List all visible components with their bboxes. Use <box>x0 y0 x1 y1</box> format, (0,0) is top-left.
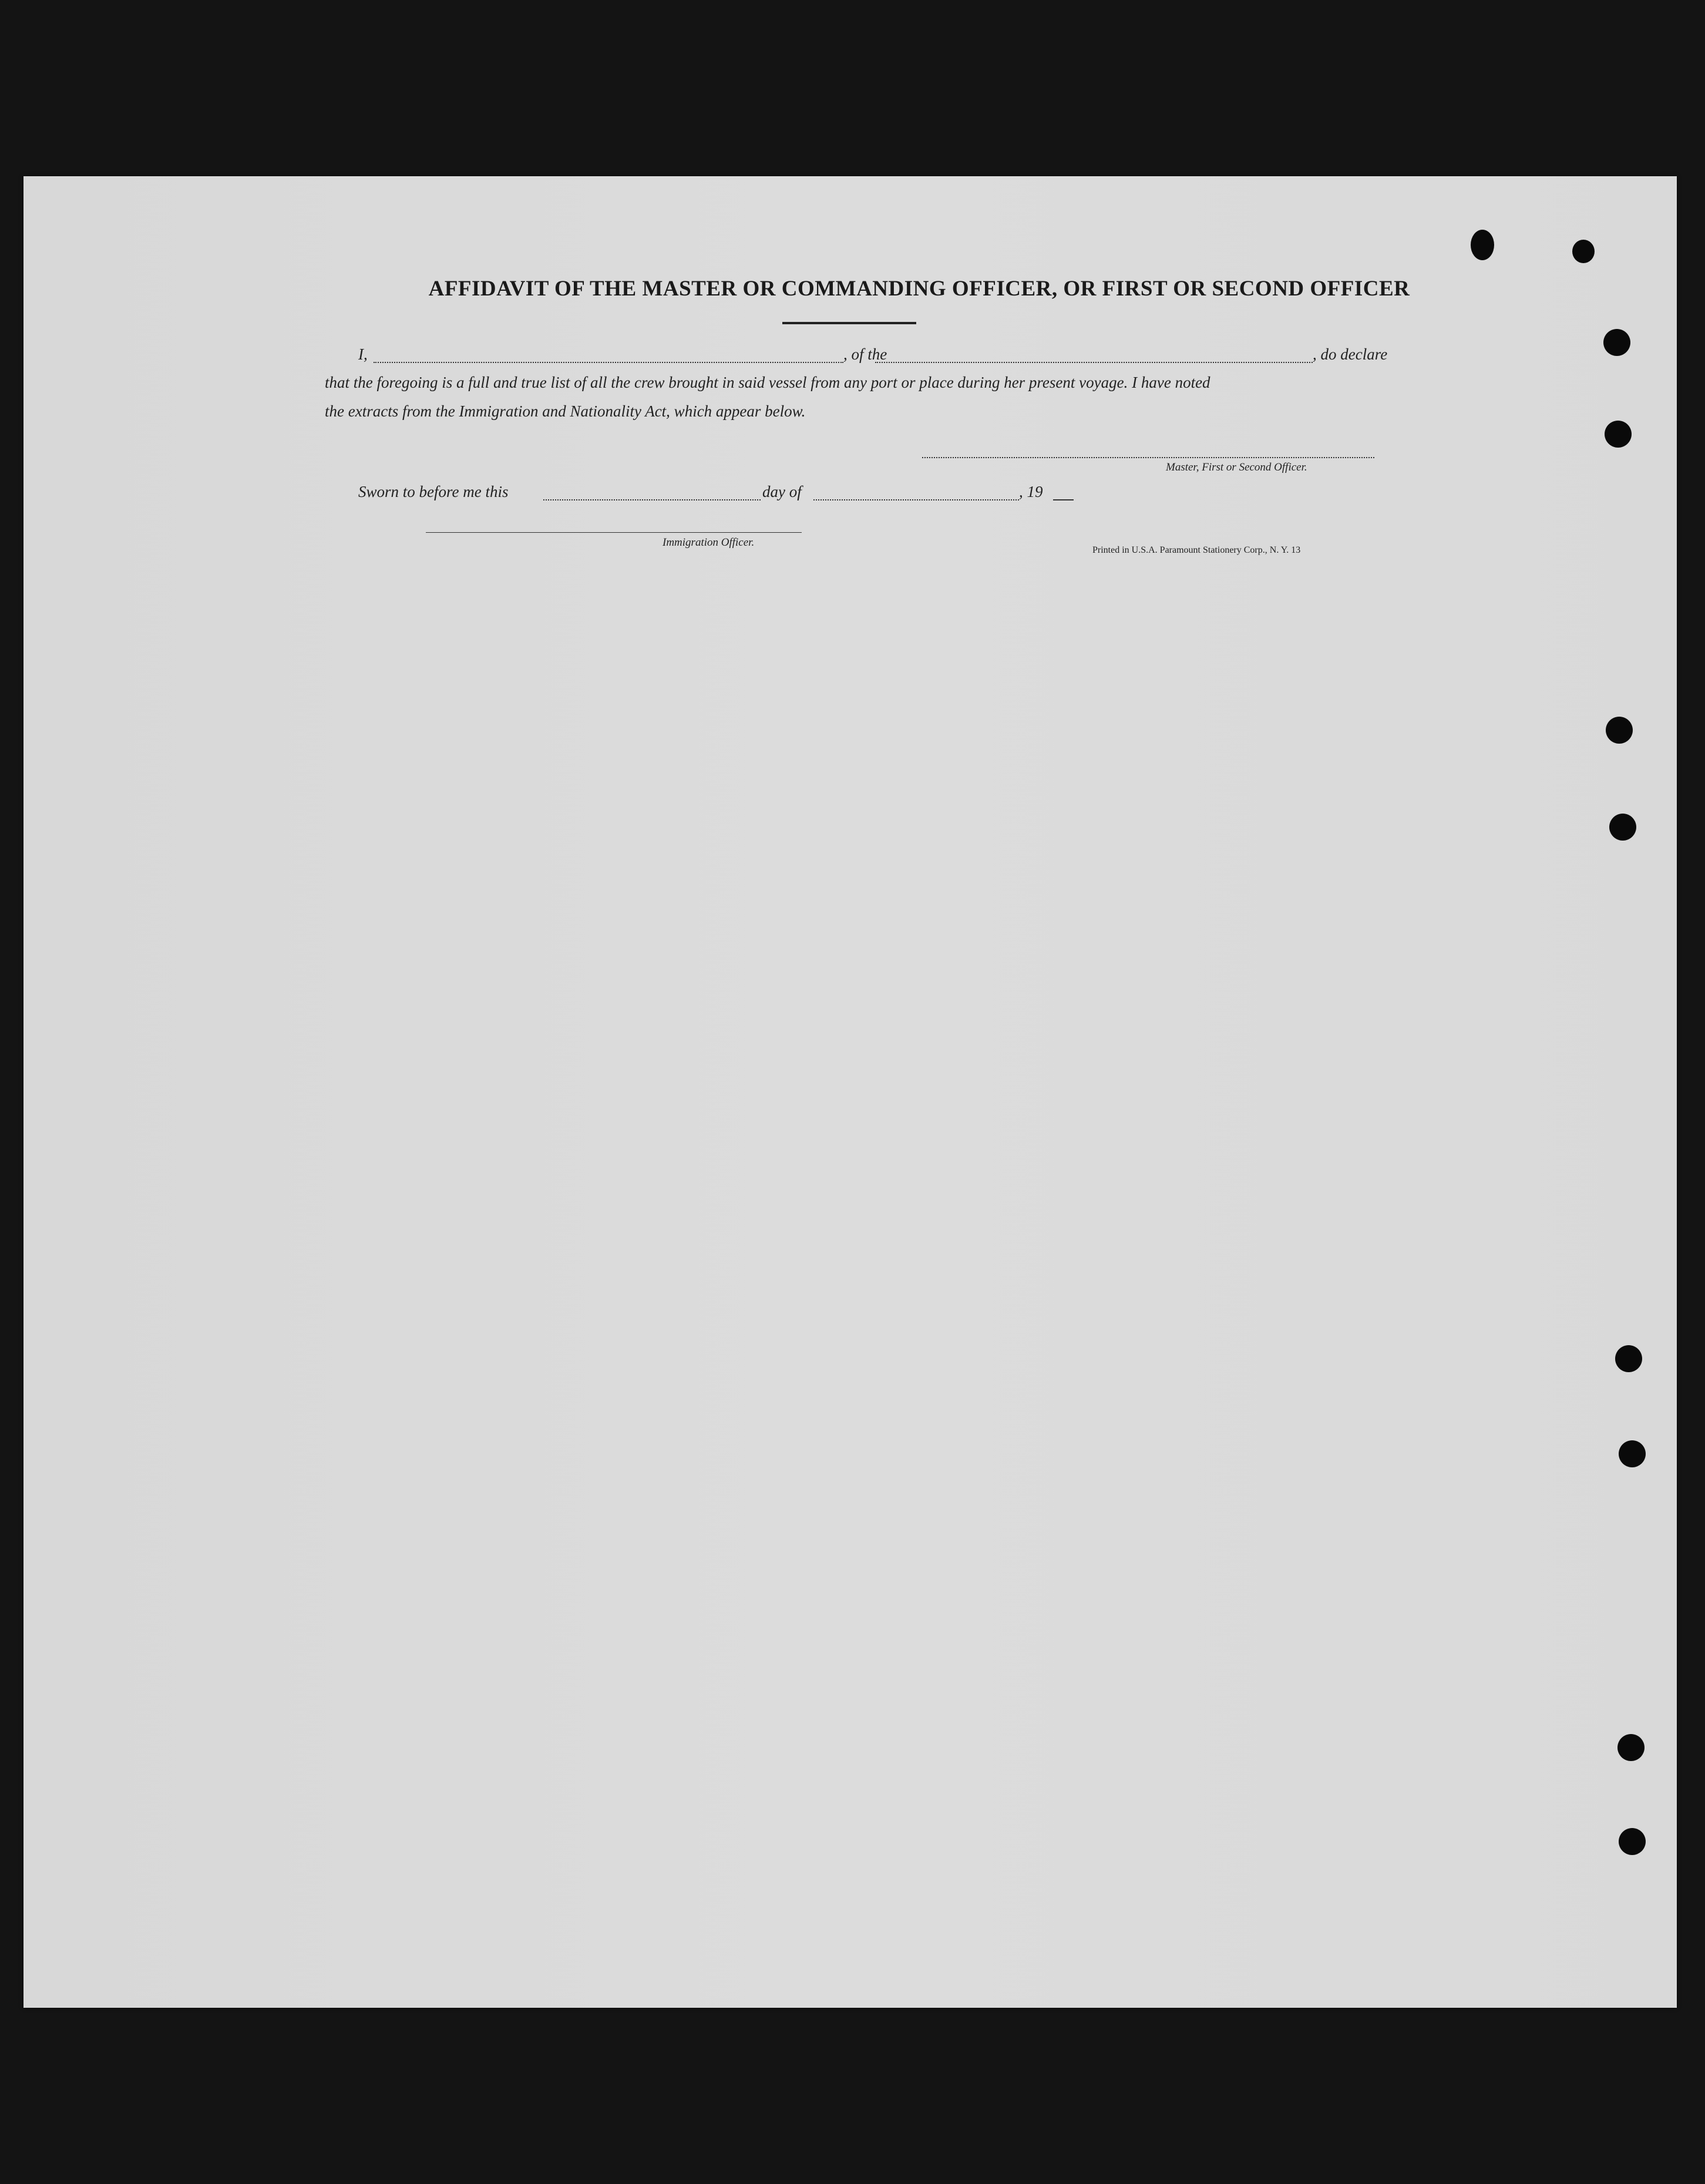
i-label: I, <box>358 345 368 363</box>
form-title: AFFIDAVIT OF THE MASTER OR COMMANDING OFFICER, OR FIRST OR SECOND OFFICER <box>428 277 1410 301</box>
binder-hole <box>1617 1734 1645 1761</box>
master-signature-caption: Master, First or Second Officer. <box>1166 461 1307 473</box>
binder-hole <box>1572 240 1595 263</box>
binder-hole <box>1471 230 1494 260</box>
immigration-officer-caption: Immigration Officer. <box>663 536 755 549</box>
immigration-officer-signature-field[interactable] <box>426 532 802 533</box>
sworn-day-field[interactable] <box>543 499 761 500</box>
master-signature-field[interactable] <box>922 457 1374 458</box>
printer-credit: Printed in U.S.A. Paramount Stationery Corp., N. Y. 13 <box>1092 545 1301 555</box>
binder-hole <box>1609 814 1636 841</box>
declaration-line-2: that the foregoing is a full and true list of all the crew brought in said vessel from any port or place during her present voyage. I have noted <box>325 374 1210 391</box>
declaration-line-3: the extracts from the Immigration and Nationality Act, which appear below. <box>325 402 806 420</box>
of-the-label: , of the <box>843 345 887 363</box>
do-declare-label: , do declare <box>1313 345 1388 363</box>
sworn-year-field[interactable] <box>1053 499 1074 500</box>
title-underline <box>782 322 916 324</box>
year-prefix-label: , 19 <box>1019 483 1043 500</box>
vessel-field[interactable] <box>875 362 1313 363</box>
binder-hole <box>1605 421 1632 448</box>
binder-hole <box>1615 1345 1642 1372</box>
sworn-label: Sworn to before me this <box>358 483 509 500</box>
day-of-label: day of <box>762 483 802 500</box>
sworn-month-field[interactable] <box>813 499 1019 500</box>
binder-hole <box>1619 1828 1646 1855</box>
binder-hole <box>1619 1440 1646 1467</box>
binder-hole <box>1606 717 1633 744</box>
form-sheet <box>23 176 1677 2008</box>
name-field[interactable] <box>374 362 843 363</box>
binder-hole <box>1603 329 1630 356</box>
